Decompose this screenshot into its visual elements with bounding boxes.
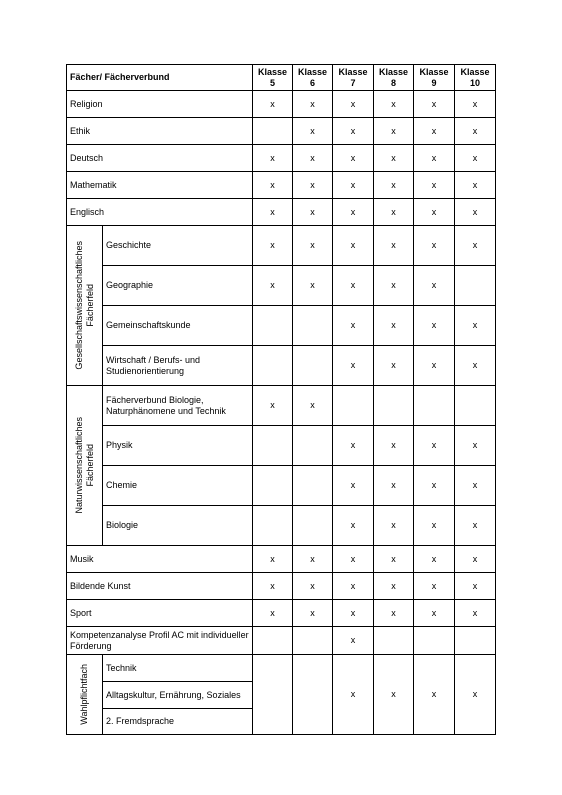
header-class-6: Klasse 6 [293, 65, 333, 91]
subject-name: Kompetenzanalyse Profil AC mit individueller Förderung [67, 627, 253, 655]
mark-cell: x [333, 346, 374, 386]
mark-cell: x [374, 573, 414, 600]
mark-cell [374, 386, 414, 426]
mark-cell: x [253, 199, 293, 226]
group-label-text: Naturwissenschaftliches Fächerfeld [73, 417, 95, 514]
subject-name: Wirtschaft / Berufs- und Studienorientierung [103, 346, 253, 386]
table-row [67, 226, 496, 266]
mark-cell [333, 386, 374, 426]
mark-cell: x [455, 506, 496, 546]
subject-name: Physik [103, 426, 253, 466]
mark-cell [293, 627, 333, 655]
mark-cell: x [374, 199, 414, 226]
elective-option: Alltagskultur, Ernährung, Soziales [103, 682, 253, 709]
subject-name: Religion [67, 91, 253, 118]
mark-cell: x [333, 266, 374, 306]
table-row [67, 199, 496, 226]
mark-cell: x [374, 145, 414, 172]
subject-name: Englisch [67, 199, 253, 226]
table-row [67, 306, 496, 346]
mark-cell: x [253, 266, 293, 306]
subject-name: Ethik [67, 118, 253, 145]
mark-cell: x [374, 466, 414, 506]
subject-name: Geschichte [103, 226, 253, 266]
mark-cell [293, 655, 333, 735]
mark-cell: x [253, 386, 293, 426]
mark-cell: x [455, 306, 496, 346]
header-subjects: Fächer/ Fächerverbund [67, 65, 253, 91]
mark-cell: x [374, 118, 414, 145]
mark-cell [253, 627, 293, 655]
mark-cell [253, 655, 293, 735]
elective-label [67, 655, 103, 735]
mark-cell: x [293, 199, 333, 226]
mark-cell: x [414, 91, 455, 118]
subject-name: Musik [67, 546, 253, 573]
table-row [67, 91, 496, 118]
mark-cell: x [333, 91, 374, 118]
mark-cell [455, 386, 496, 426]
mark-cell [293, 506, 333, 546]
mark-cell [253, 466, 293, 506]
mark-cell: x [414, 426, 455, 466]
mark-cell [253, 118, 293, 145]
mark-cell [253, 346, 293, 386]
mark-cell [455, 266, 496, 306]
subjects-table [66, 64, 496, 735]
mark-cell: x [455, 346, 496, 386]
table-row [67, 118, 496, 145]
header-class-8: Klasse 8 [374, 65, 414, 91]
group-label-text: Gesellschaftswissenschaftliches Fächerfeld [73, 241, 95, 370]
mark-cell: x [455, 226, 496, 266]
subject-name: Sport [67, 600, 253, 627]
mark-cell: x [414, 573, 455, 600]
mark-cell: x [333, 426, 374, 466]
mark-cell: x [253, 226, 293, 266]
mark-cell: x [414, 118, 455, 145]
mark-cell: x [293, 573, 333, 600]
elective-option: 2. Fremdsprache [103, 709, 253, 735]
header-row [67, 65, 496, 91]
mark-cell: x [293, 91, 333, 118]
table-row [67, 627, 496, 655]
mark-cell [293, 426, 333, 466]
mark-cell: x [374, 426, 414, 466]
subject-name: Biologie [103, 506, 253, 546]
header-class-9: Klasse 9 [414, 65, 455, 91]
mark-cell: x [455, 573, 496, 600]
mark-cell: x [374, 306, 414, 346]
mark-cell: x [374, 655, 414, 735]
mark-cell: x [455, 199, 496, 226]
elective-row [67, 655, 496, 682]
table-row [67, 172, 496, 199]
mark-cell: x [333, 600, 374, 627]
mark-cell: x [414, 266, 455, 306]
subject-name: Bildende Kunst [67, 573, 253, 600]
mark-cell: x [455, 655, 496, 735]
mark-cell: x [374, 600, 414, 627]
mark-cell: x [455, 172, 496, 199]
mark-cell: x [333, 172, 374, 199]
mark-cell: x [333, 199, 374, 226]
group-label [67, 386, 103, 546]
table-row [67, 573, 496, 600]
mark-cell: x [333, 466, 374, 506]
mark-cell: x [455, 426, 496, 466]
subject-name: Chemie [103, 466, 253, 506]
table-row [67, 546, 496, 573]
mark-cell: x [333, 573, 374, 600]
mark-cell: x [333, 306, 374, 346]
mark-cell: x [455, 91, 496, 118]
mark-cell [455, 627, 496, 655]
header-class-7: Klasse 7 [333, 65, 374, 91]
mark-cell [374, 627, 414, 655]
table-row [67, 145, 496, 172]
mark-cell: x [414, 145, 455, 172]
mark-cell: x [253, 546, 293, 573]
header-class-5: Klasse 5 [253, 65, 293, 91]
mark-cell: x [374, 546, 414, 573]
mark-cell: x [414, 655, 455, 735]
mark-cell: x [253, 91, 293, 118]
mark-cell: x [414, 546, 455, 573]
mark-cell: x [293, 118, 333, 145]
subject-name: Fächerverbund Biologie, Naturphänomene und Technik [103, 386, 253, 426]
mark-cell: x [414, 466, 455, 506]
subject-name: Geographie [103, 266, 253, 306]
mark-cell: x [414, 199, 455, 226]
table-row [67, 346, 496, 386]
mark-cell: x [374, 172, 414, 199]
mark-cell: x [253, 172, 293, 199]
mark-cell: x [253, 145, 293, 172]
mark-cell: x [293, 145, 333, 172]
mark-cell: x [374, 346, 414, 386]
subject-name: Deutsch [67, 145, 253, 172]
mark-cell: x [333, 627, 374, 655]
mark-cell: x [293, 226, 333, 266]
subject-name: Gemeinschaftskunde [103, 306, 253, 346]
table-row [67, 426, 496, 466]
mark-cell [293, 346, 333, 386]
mark-cell: x [253, 600, 293, 627]
mark-cell: x [455, 546, 496, 573]
mark-cell: x [414, 600, 455, 627]
table-row [67, 600, 496, 627]
mark-cell [293, 466, 333, 506]
mark-cell [293, 306, 333, 346]
mark-cell [253, 306, 293, 346]
subject-name: Mathematik [67, 172, 253, 199]
mark-cell [414, 627, 455, 655]
table-row [67, 386, 496, 426]
group-label [67, 226, 103, 386]
header-class-10: Klasse 10 [455, 65, 496, 91]
table-row [67, 506, 496, 546]
mark-cell: x [293, 172, 333, 199]
mark-cell: x [333, 655, 374, 735]
elective-option: Technik [103, 655, 253, 682]
mark-cell: x [253, 573, 293, 600]
table-row [67, 466, 496, 506]
mark-cell [253, 426, 293, 466]
mark-cell: x [374, 266, 414, 306]
mark-cell: x [333, 226, 374, 266]
mark-cell: x [455, 118, 496, 145]
mark-cell: x [333, 506, 374, 546]
mark-cell: x [414, 172, 455, 199]
mark-cell [253, 506, 293, 546]
elective-label-text: Wahlpflichtfach [79, 664, 89, 725]
mark-cell: x [414, 346, 455, 386]
mark-cell: x [455, 600, 496, 627]
mark-cell: x [455, 466, 496, 506]
mark-cell: x [293, 600, 333, 627]
mark-cell: x [455, 145, 496, 172]
mark-cell: x [414, 226, 455, 266]
mark-cell: x [374, 226, 414, 266]
mark-cell: x [333, 118, 374, 145]
mark-cell: x [293, 546, 333, 573]
mark-cell: x [414, 506, 455, 546]
mark-cell: x [414, 306, 455, 346]
table-row [67, 266, 496, 306]
mark-cell [414, 386, 455, 426]
mark-cell: x [293, 386, 333, 426]
mark-cell: x [333, 145, 374, 172]
mark-cell: x [333, 546, 374, 573]
mark-cell: x [293, 266, 333, 306]
mark-cell: x [374, 91, 414, 118]
mark-cell: x [374, 506, 414, 546]
